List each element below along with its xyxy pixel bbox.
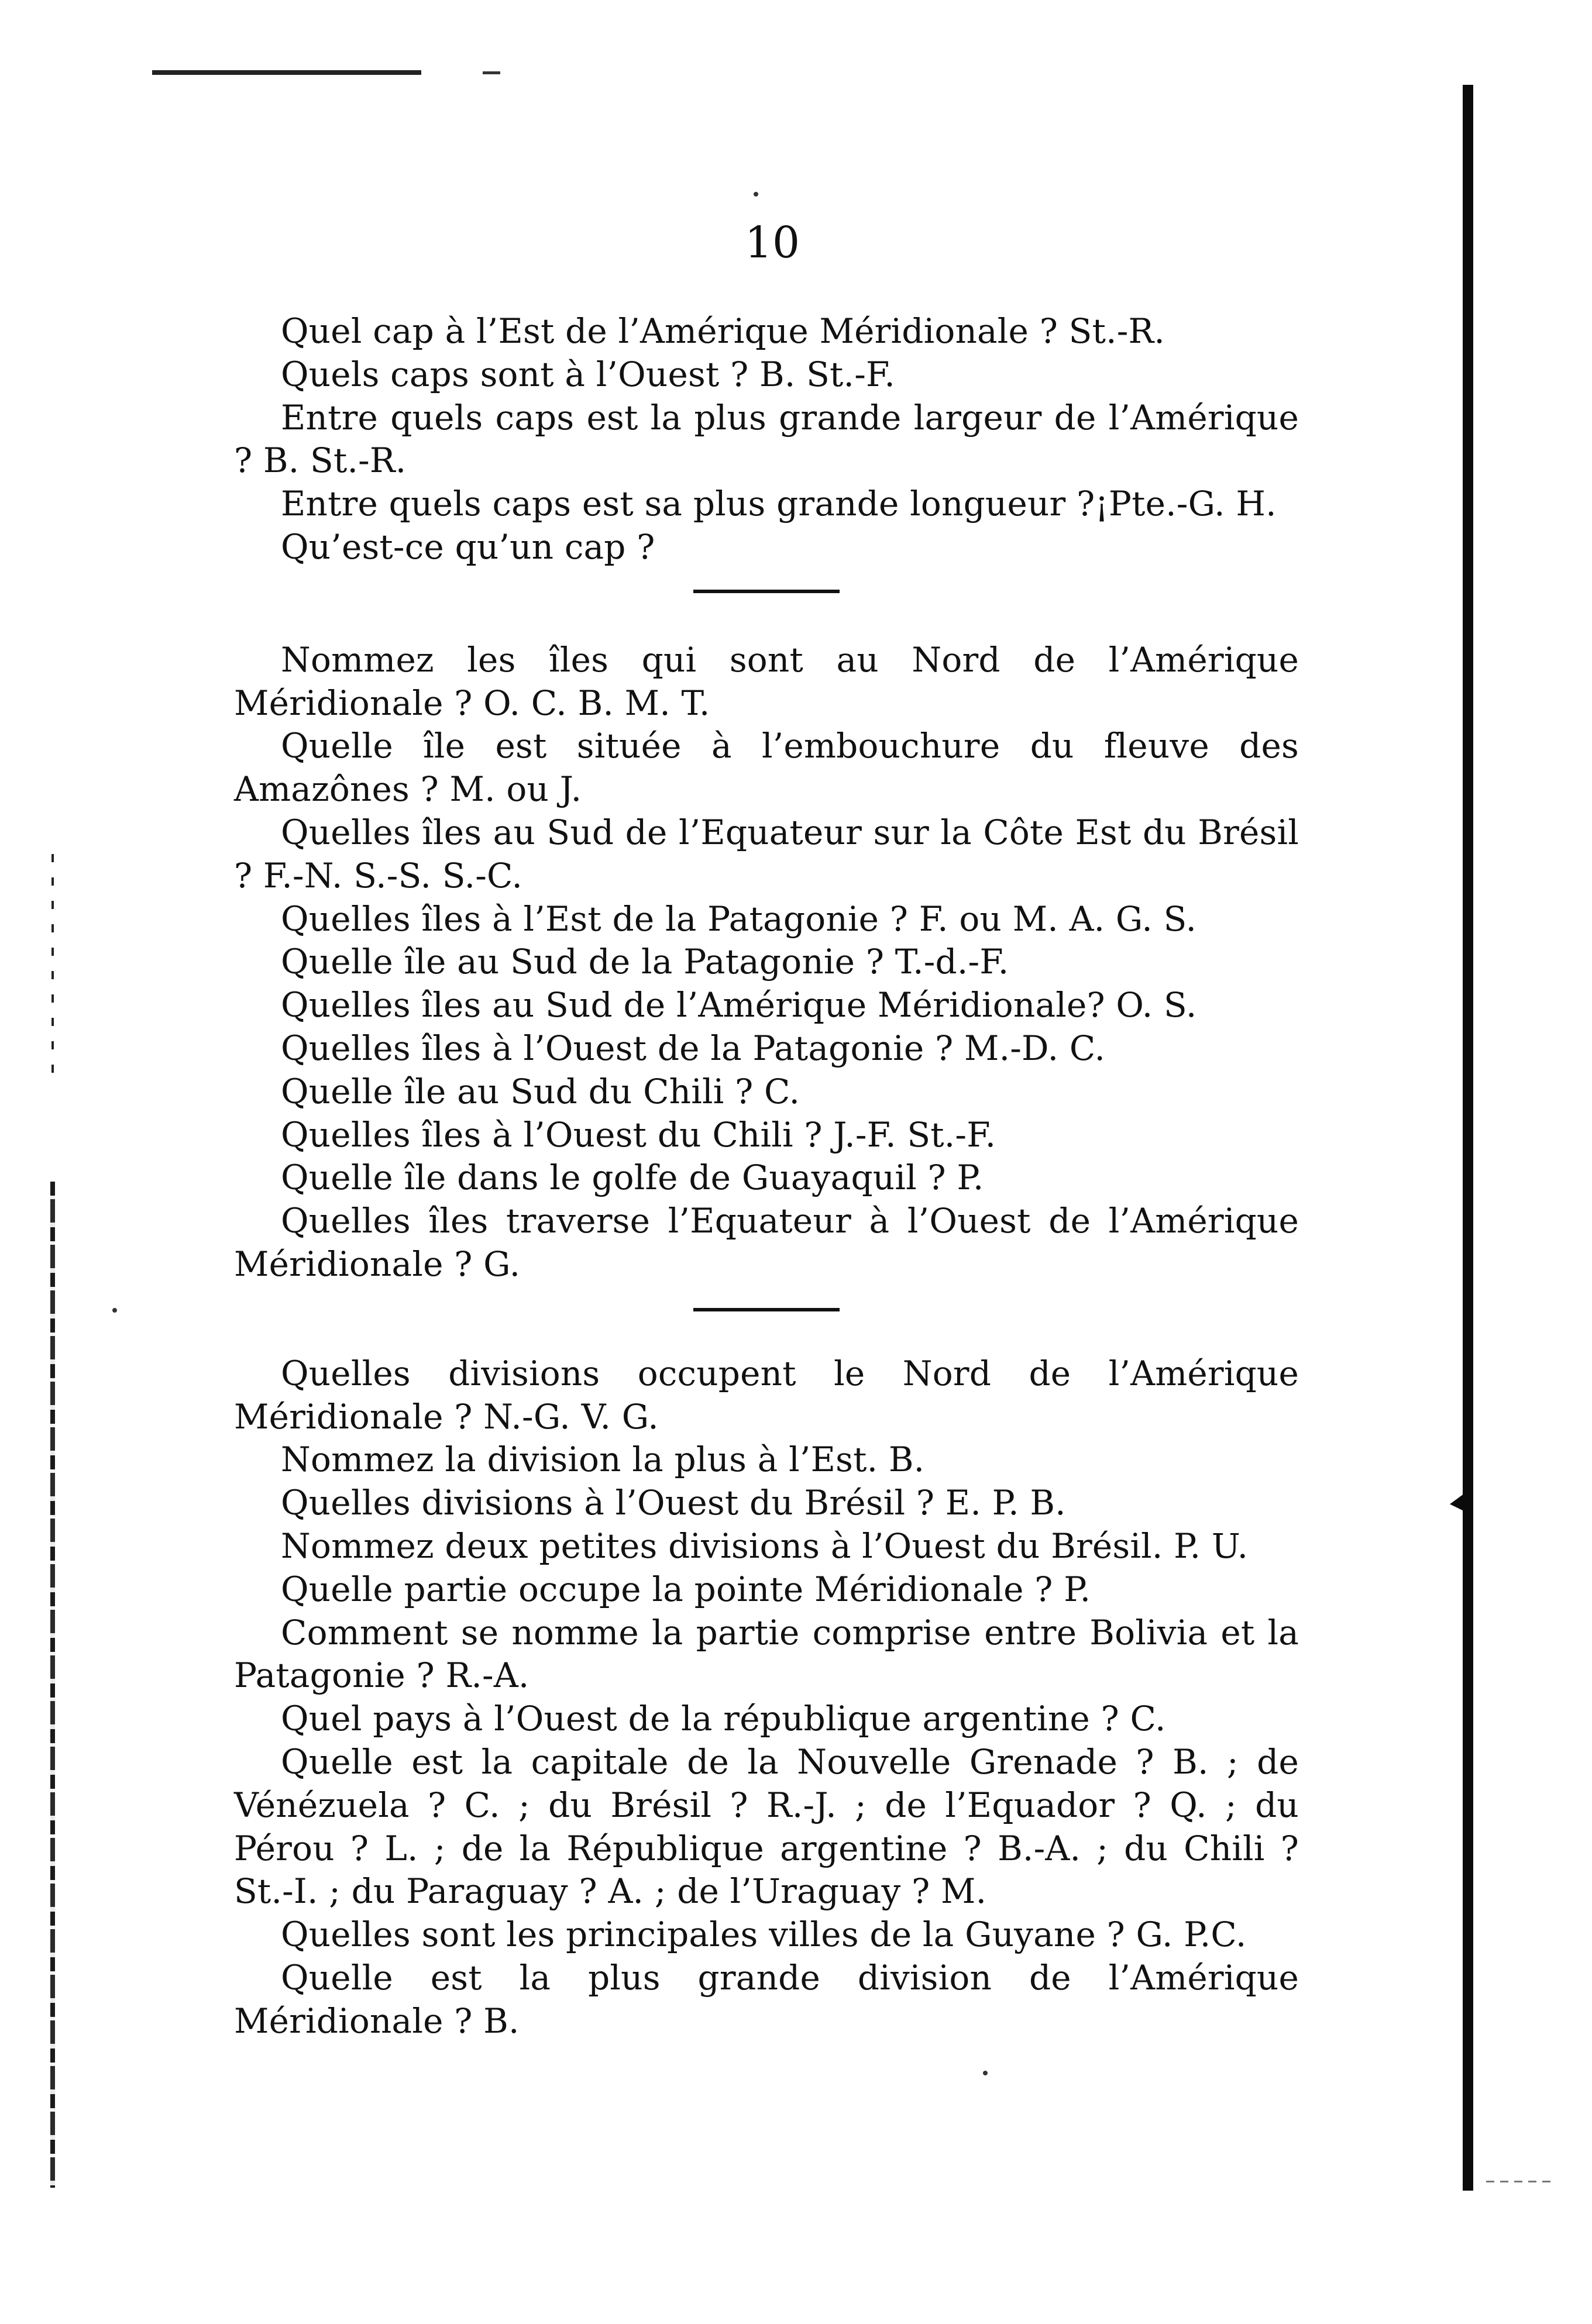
section-divider	[693, 590, 840, 593]
question-line: Quel cap à l’Est de l’Amérique Méridionale ? St.-R.	[281, 311, 1165, 351]
question-line: Quelles divisions à l’Ouest du Brésil ? E. P. B.	[281, 1483, 1066, 1523]
question-line: Nommez la division la plus à l’Est. B.	[281, 1440, 925, 1480]
page-number: 10	[744, 218, 800, 268]
question-line: Quelles îles à l’Ouest du Chili ? J.-F. St.-F.	[281, 1114, 996, 1155]
scan-speck	[112, 1308, 117, 1313]
question-line: Quelle île au Sud du Chili ? C.	[281, 1071, 800, 1111]
scan-speck	[754, 192, 758, 197]
question-line: Quelle partie occupe la pointe Méridionale ? P.	[281, 1569, 1091, 1609]
question-line: Comment se nomme la partie comprise entre Bolivia et la Patagonie ? R.-A.	[234, 1612, 1299, 1696]
section-divisions	[234, 1352, 1299, 2043]
question-line: Entre quels caps est sa plus grande longueur ?¡Pte.-G. H.	[281, 484, 1277, 524]
scan-right-border	[1463, 85, 1473, 2191]
question-line: Quelles îles au Sud de l’Equateur sur la Côte Est du Brésil ? F.-N. S.-S. S.-C.	[234, 812, 1299, 896]
question-line: Quelles îles au Sud de l’Amérique Méridionale? O. S.	[281, 985, 1197, 1025]
question-line: Quels caps sont à l’Ouest ? B. St.-F.	[281, 354, 896, 394]
section-islands	[234, 639, 1299, 1286]
scan-speck	[983, 2071, 988, 2075]
question-line: Quelles îles à l’Est de la Patagonie ? F. ou M. A. G. S.	[281, 898, 1197, 939]
question-line: Quelle est la plus grande division de l’Amérique Méridionale ? B.	[234, 1957, 1299, 2041]
scan-border-notch	[1450, 1489, 1471, 1514]
question-line: Quelles sont les principales villes de la Guyane ? G. P.C.	[281, 1915, 1247, 1955]
question-line: Qu’est-ce qu’un cap ?	[281, 526, 655, 567]
question-line: Quelle île est située à l’embouchure du fleuve des Amazônes ? M. ou J.	[234, 726, 1299, 810]
question-line: Nommez les îles qui sont au Nord de l’Amérique Méridionale ? O. C. B. M. T.	[234, 639, 1299, 723]
question-line: Quelles îles traverse l’Equateur à l’Ouest de l’Amérique Méridionale ? G.	[234, 1201, 1299, 1284]
question-line: Quelle île dans le golfe de Guayaquil ? P.	[281, 1158, 984, 1198]
scan-left-ticks	[51, 854, 54, 1076]
question-line: Quelles divisions occupent le Nord de l’Amérique Méridionale ? N.-G. V. G.	[234, 1353, 1299, 1437]
scan-top-mark	[483, 71, 500, 74]
section-divider	[693, 1308, 840, 1311]
scan-top-rule	[152, 70, 421, 75]
question-line: Quelle est la capitale de la Nouvelle Grenade ? B. ; de Vénézuela ? C. ; du Brésil ? R.-J. ; de l’Equador ? Q. ; du Pérou ? L. ; de la République argentine ? B.-A. ; du Chili ? St.-I. ; du Paraguay ? A. ; de l’Uraguay ? M.	[234, 1741, 1299, 1912]
question-line: Quel pays à l’Ouest de la république argentine ? C.	[281, 1699, 1166, 1739]
scan-bottom-dash	[1486, 2181, 1556, 2182]
question-line: Nommez deux petites divisions à l’Ouest du Brésil. P. U.	[281, 1526, 1249, 1566]
section-capes	[234, 310, 1299, 569]
question-line: Quelles îles à l’Ouest de la Patagonie ? M.-D. C.	[281, 1028, 1106, 1068]
question-line: Entre quels caps est la plus grande largeur de l’Amérique ? B. St.-R.	[234, 397, 1299, 481]
scan-left-edge	[50, 1182, 55, 2188]
text-body	[234, 310, 1299, 2043]
question-line: Quelle île au Sud de la Patagonie ? T.-d.-F.	[281, 942, 1009, 982]
